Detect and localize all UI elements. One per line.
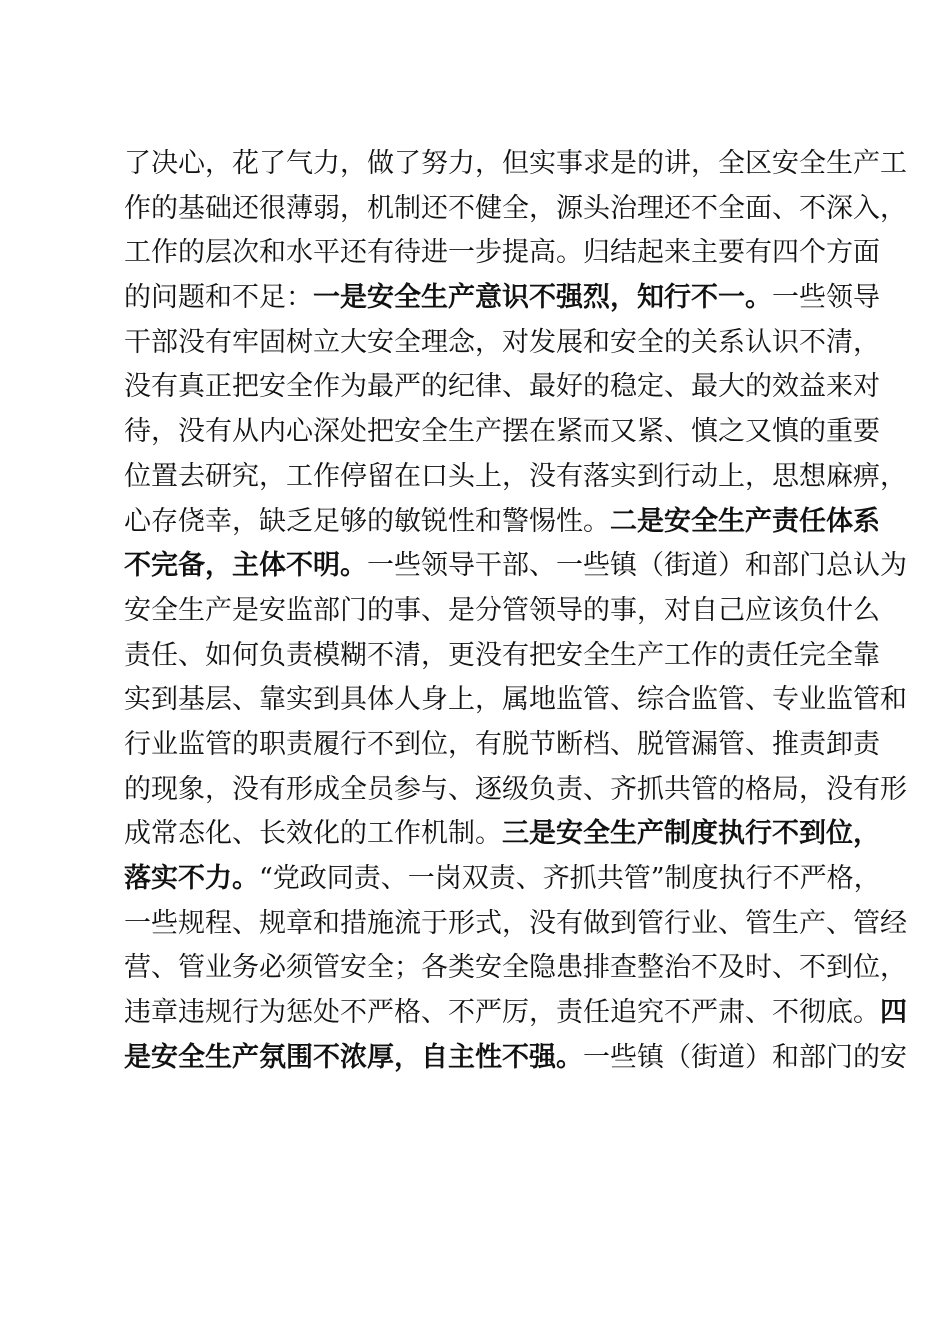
- bold-text-run: 是安全生产氛围不浓厚，自主性不强。: [124, 1041, 583, 1073]
- text-line: [124, 231, 880, 276]
- text-run: 了决心，花了气力，做了努力，但实事求是的讲，全区安全生产工: [124, 148, 907, 179]
- bold-text-run: 一是安全生产意识不强烈，知行不一。: [313, 282, 772, 314]
- text-run: 违章违规行为惩处不严格、不严厉，责任追究不严肃、不彻底。: [124, 997, 880, 1029]
- text-run: 成常态化、长效化的工作机制。: [124, 818, 502, 850]
- text-line: [124, 455, 907, 500]
- bold-text-run: 四: [880, 997, 907, 1029]
- text-line: [124, 902, 907, 947]
- text-run: 一些领导: [772, 282, 880, 314]
- text-line: [124, 946, 907, 991]
- bold-text-run: 落实不力。: [124, 863, 259, 894]
- text-run: 心存侥幸，缺乏足够的敏锐性和警惕性。: [124, 505, 610, 537]
- text-run: 责任、如何负责模糊不清，更没有把安全生产工作的责任完全靠: [124, 639, 880, 671]
- text-run: 的现象，没有形成全员参与、逐级负责、齐抓共管的格局，没有形: [124, 773, 907, 805]
- text-line: [124, 544, 907, 589]
- body-text: [124, 142, 907, 1080]
- text-run: 一些镇（街道）和部门的安: [583, 1041, 907, 1073]
- text-run: 行业监管的职责履行不到位，有脱节断档、脱管漏管、推责卸责: [124, 728, 880, 760]
- text-run: 一些领导干部、一些镇（街道）和部门总认为: [367, 550, 907, 582]
- text-run: 位置去研究，工作停留在口头上，没有落实到行动上，思想麻痹，: [124, 460, 907, 492]
- text-line: [124, 812, 880, 857]
- text-run: “党政同责、一岗双责、齐抓共管”制度执行不严格，: [259, 863, 881, 894]
- text-line: [124, 723, 880, 768]
- text-line: [124, 1036, 907, 1081]
- text-line: [124, 500, 880, 545]
- text-run: 实到基层、靠实到具体人身上，属地监管、综合监管、专业监管和: [124, 684, 907, 716]
- text-line: [124, 410, 880, 455]
- text-run: 干部没有牢固树立大安全理念，对发展和安全的关系认识不清，: [124, 326, 880, 358]
- text-run: 营、管业务必须管安全；各类安全隐患排查整治不及时、不到位，: [124, 952, 907, 984]
- text-line: [124, 634, 880, 679]
- text-run: 没有真正把安全作为最严的纪律、最好的稳定、最大的效益来对: [124, 371, 880, 403]
- bold-text-run: 不完备，主体不明。: [124, 550, 367, 582]
- text-line: [124, 142, 907, 187]
- text-line: [124, 276, 880, 321]
- text-run: 的问题和不足：: [124, 282, 313, 314]
- text-line: [124, 589, 880, 634]
- text-run: 待，没有从内心深处把安全生产摆在紧而又紧、慎之又慎的重要: [124, 416, 880, 448]
- bold-text-run: 三是安全生产制度执行不到位，: [502, 818, 880, 850]
- text-run: 一些规程、规章和措施流于形式，没有做到管行业、管生产、管经: [124, 907, 907, 939]
- text-line: [124, 678, 907, 723]
- bold-text-run: 二是安全生产责任体系: [610, 505, 880, 537]
- text-line: [124, 991, 907, 1036]
- text-line: [124, 321, 880, 366]
- text-line: [124, 365, 880, 410]
- text-line: [124, 187, 907, 232]
- text-run: 安全生产是安监部门的事、是分管领导的事，对自己应该负什么: [124, 594, 880, 626]
- text-line: [124, 768, 907, 813]
- text-run: 工作的层次和水平还有待进一步提高。归结起来主要有四个方面: [124, 237, 880, 269]
- text-run: 作的基础还很薄弱，机制还不健全，源头治理还不全面、不深入，: [124, 192, 907, 224]
- text-line: [124, 857, 881, 902]
